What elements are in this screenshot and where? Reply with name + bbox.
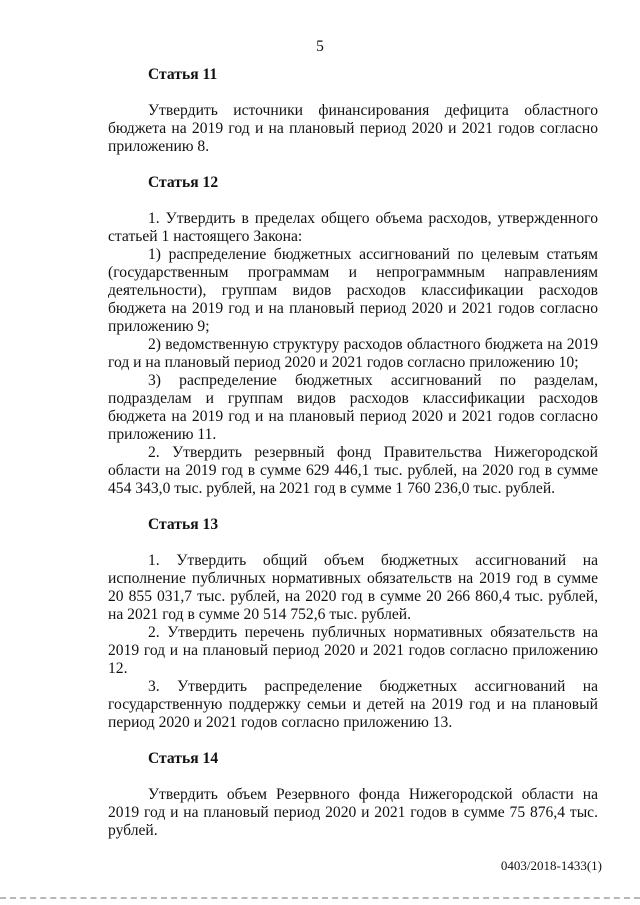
article-13-title: Статья 13 — [148, 516, 219, 533]
article-12-subitem-1: 1) распределение бюджетных ассигнований по целевым статьям (государственным программам и непрограммным направлениям деятельности), группам видов расходов классификации расходов бюджета на 2019 год и на плановый период 2020 и 2021 годов согласно приложению 9; — [108, 246, 598, 335]
article-14-paragraph: Утвердить объем Резервного фонда Нижегородской области на 2019 год и на плановый период 2020 и 2021 годов в сумме 75 876,4 тыс. рублей. — [108, 786, 598, 839]
article-12-item-2: 2. Утвердить резервный фонд Правительства Нижегородской области на 2019 год в сумме 629 446,1 тыс. рублей, на 2020 год в сумме 454 343,0 тыс. рублей, на 2021 год в сумме 1 760 236,0 тыс. рублей. — [108, 444, 598, 497]
article-13-item-3: 3. Утвердить распределение бюджетных ассигнований на государственную поддержку семьи и детей на 2019 год и на плановый период 2020 и 2021 годов согласно приложению 13. — [108, 678, 598, 731]
scan-edge-line — [0, 897, 640, 899]
article-12-subitem-3: 3) распределение бюджетных ассигнований по разделам, подразделам и группам видов расходов классификации расходов бюджета на 2019 год и на плановый период 2020 и 2021 годов согласно приложению 11. — [108, 372, 598, 443]
article-12-item-1: 1. Утвердить в пределах общего объема расходов, утвержденного статьей 1 настоящего Закона: — [108, 210, 598, 245]
page-number: 5 — [316, 38, 324, 55]
article-13-item-2: 2. Утвердить перечень публичных нормативных обязательств на 2019 год и на плановый период 2020 и 2021 годов согласно приложению 12. — [108, 624, 598, 677]
article-13-item-1: 1. Утвердить общий объем бюджетных ассигнований на исполнение публичных нормативных обязательств на 2019 год в сумме 20 855 031,7 тыс. рублей, на 2020 год в сумме 20 266 860,4 тыс. рублей, на 2021 год в сумме 20 514 752,6 тыс. рублей. — [108, 552, 598, 623]
article-12-title: Статья 12 — [148, 174, 219, 191]
article-11-title: Статья 11 — [148, 66, 218, 83]
article-11-paragraph: Утвердить источники финансирования дефицита областного бюджета на 2019 год и на плановый период 2020 и 2021 годов согласно приложению 8. — [108, 102, 598, 155]
article-14-title: Статья 14 — [148, 750, 219, 767]
article-12-subitem-2: 2) ведомственную структуру расходов областного бюджета на 2019 год и на плановый период 2020 и 2021 годов согласно приложению 10; — [108, 336, 598, 371]
document-code: 0403/2018-1433(1) — [500, 858, 602, 873]
